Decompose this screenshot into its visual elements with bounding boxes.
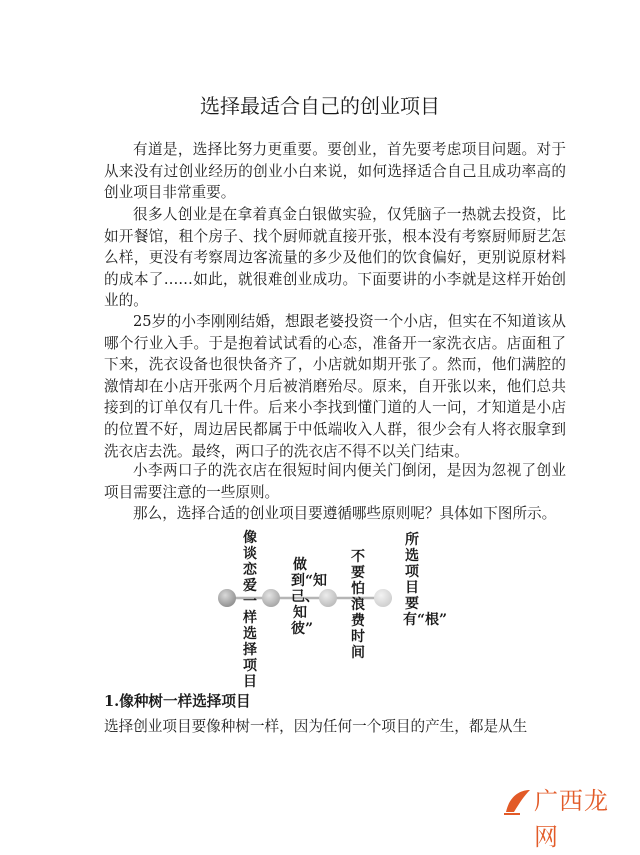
paragraph-5: 那么，选择合适的创业项目要遵循哪些原则呢？具体如下图所示。 — [133, 505, 557, 522]
diagram-item-2: 做到“知己、知彼” — [291, 557, 328, 637]
paragraph-3: 25岁的小李刚刚结婚，想跟老婆投资一个小店，但实在不知道该从哪个行业入手。于是抱着试试看的心态，准备开一家洗衣店。店面租了下来，洗衣设备也很快备齐了，小店就如期开张了。然而，他们满腔的激情却在小店开张两个月后被消磨殆尽。原来，自开张以来，他们总共接到的订单仅有几十件。后来小李找到懂门道的人一问，才知道是小店的位置不好，周边居民都属于中低端收入人群，很少会有人将衣服拿到洗衣店去洗。最终，两口子的洗衣店不得不以关门结束。 — [104, 313, 566, 460]
timeline-node-1 — [218, 589, 236, 607]
section-paragraph: 选择创业项目要像种树一样，因为任何一个项目的产生，都是从生 — [104, 718, 528, 735]
timeline-node-4 — [374, 589, 392, 607]
diagram-item-3: 不要怕浪费时间 — [351, 549, 365, 661]
paragraph-1: 有道是，选择比努力更重要。要创业，首先要考虑项目问题。对于从来没有过创业经历的创业小白来说，如何选择适合自己且成功率高的创业项目非常重要。 — [104, 141, 566, 202]
watermark — [500, 783, 622, 851]
timeline-node-3 — [319, 589, 337, 607]
paragraph-2: 很多人创业是在拿着真金白银做实验，仅凭脑子一热就去投资，比如开餐馆，租个房子、找个厨师就直接开张，根本没有考察厨师厨艺怎么样，更没有考察周边客流量的多少及他们的饮食偏好，更别说原材料的成本了……如此，就很难创业成功。下面要讲的小李就是这样开始创业的。 — [104, 206, 566, 310]
section-heading: 1.像种树一样选择项目 — [104, 693, 251, 710]
watermark-logo-icon — [500, 784, 534, 818]
watermark-text: 广西龙网 — [534, 787, 609, 851]
timeline-node-2 — [262, 589, 280, 607]
document-title: 选择最适合自己的创业项目 — [200, 94, 440, 118]
paragraph-4: 小李两口子的洗衣店在很短时间内便关门倒闭，是因为忽视了创业项目需要注意的一些原则。 — [104, 462, 566, 501]
diagram-item-1: 像谈恋爱一样选择项目 — [243, 530, 257, 690]
diagram-item-4: 所选项目要有“根” — [403, 532, 448, 628]
